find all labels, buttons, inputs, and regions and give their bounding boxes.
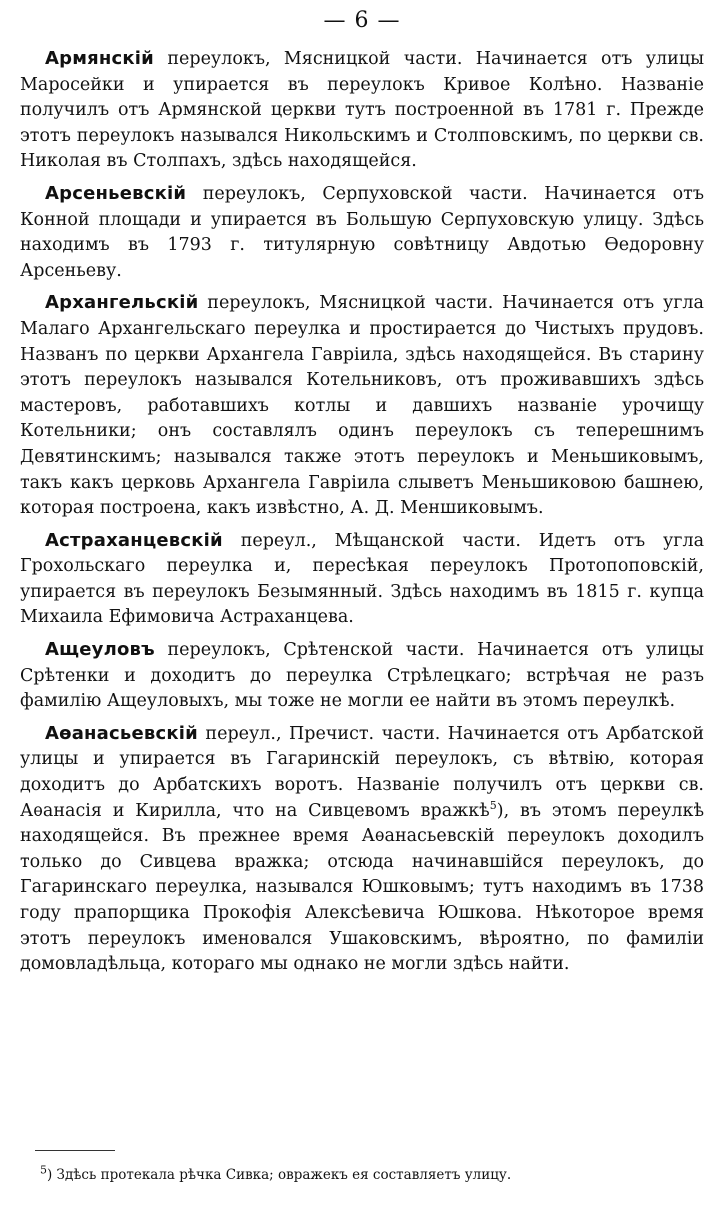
entry-afanasevskiy bbox=[20, 721, 704, 978]
entry-arkhangelskiy bbox=[20, 290, 704, 521]
entry-text: переулокъ, Срѣтенской части. Начинается отъ улицы Срѣтенки и доходитъ до переулка Стрѣлецкаго; встрѣчая не разъ фамилію Ащеуловыхъ, мы тоже не могли ее найти въ этомъ переулкѣ. bbox=[20, 640, 704, 712]
footnote bbox=[40, 1163, 700, 1184]
entry-headword: Аѳанасьевскій bbox=[45, 722, 198, 744]
entry-ashcheulov bbox=[20, 637, 704, 715]
entry-arsenevskiy bbox=[20, 181, 704, 284]
entry-astrakhantsevskiy bbox=[20, 528, 704, 631]
entry-text: переул., Пречист. части. Начинается отъ Арбатской улицы и упирается въ Гагаринскій переулокъ, съ вѣтвію, которая доходитъ до Арбатскихъ воротъ. Названіе получилъ отъ церкви св. Аѳанасія и Кирилла, что на Сивцевомъ вражкѣ bbox=[20, 723, 704, 821]
entry-text: переулокъ, Мясницкой части. Начинается отъ улицы Маросейки и упирается въ переулокъ Кривое Колѣно. Названіе получилъ отъ Армянской церкви тутъ построенной въ 1781 г. Прежде этотъ переулокъ назывался Никольскимъ и Столповскимъ, по церкви св. Николая въ Столпахъ, здѣсь находящейся. bbox=[20, 49, 704, 172]
entry-text: переул., Мѣщанской части. Идетъ отъ угла Грохольскаго переулка и, пересѣкая переулокъ Протопоповскій, упирается въ переулокъ Безымянный. Здѣсь находимъ въ 1815 г. купца Михаила Ефимовича Астраханцева. bbox=[20, 530, 704, 628]
footnote-text: ) Здѣсь протекала рѣчка Сивка; овражекъ ея составляетъ улицу. bbox=[47, 1167, 512, 1183]
entry-armyanskiy bbox=[20, 46, 704, 175]
entry-headword: Армянскій bbox=[45, 48, 154, 69]
entry-text-continued: ), въ этомъ переулкѣ находящейся. Въ прежнее время Аѳанасьевскій переулокъ доходилъ только до Сивцева вражка; отсюда начинавшійся переулокъ, до Гагаринскаго переулка, назывался Юшковымъ; тутъ находимъ въ 1738 году прапорщика Прокофія Алексѣевича Юшкова. Нѣкоторое время этотъ переулокъ именовался Ушаковскимъ, вѣроятно, по фамиліи домовладѣльца, котораго мы однако не могли здѣсь найти. bbox=[20, 800, 705, 975]
footnote-divider bbox=[35, 1150, 115, 1151]
footnote-mark: 5 bbox=[40, 1163, 47, 1177]
entry-text: переулокъ, Серпуховской части. Начинается отъ Конной площади и упирается въ Большую Серпуховскую улицу. Здѣсь находимъ въ 1793 г. титулярную совѣтницу Авдотью Ѳедоровну Арсеньеву. bbox=[20, 183, 704, 281]
entry-headword: Ащеуловъ bbox=[45, 639, 155, 661]
entry-headword: Астраханцевскій bbox=[45, 529, 223, 551]
footnote-reference[interactable]: 5 bbox=[489, 798, 497, 812]
entry-headword: Архангельскій bbox=[45, 292, 199, 314]
entry-headword: Арсеньевскій bbox=[45, 182, 187, 204]
entry-text: переулокъ, Мясницкой части. Начинается отъ угла Малаго Архангельскаго переулка и простирается до Чистыхъ прудовъ. Названъ по церкви Архангела Гавріила, здѣсь находящейся. Въ старину этотъ переулокъ назывался Котельниковъ, отъ проживавшихъ здѣсь мастеровъ, работавшихъ котлы и давшихъ названіе урочищу Котельники; онъ составлялъ одинъ переулокъ съ теперешнимъ Девятинскимъ; назывался также этотъ переулокъ и Меньшиковымъ, такъ какъ церковь Архангела Гавріила слыветъ Меньшиковою башнею, которая построена, какъ извѣстно, А. Д. Меншиковымъ. bbox=[20, 293, 704, 519]
page-number: — 6 — bbox=[323, 8, 401, 33]
